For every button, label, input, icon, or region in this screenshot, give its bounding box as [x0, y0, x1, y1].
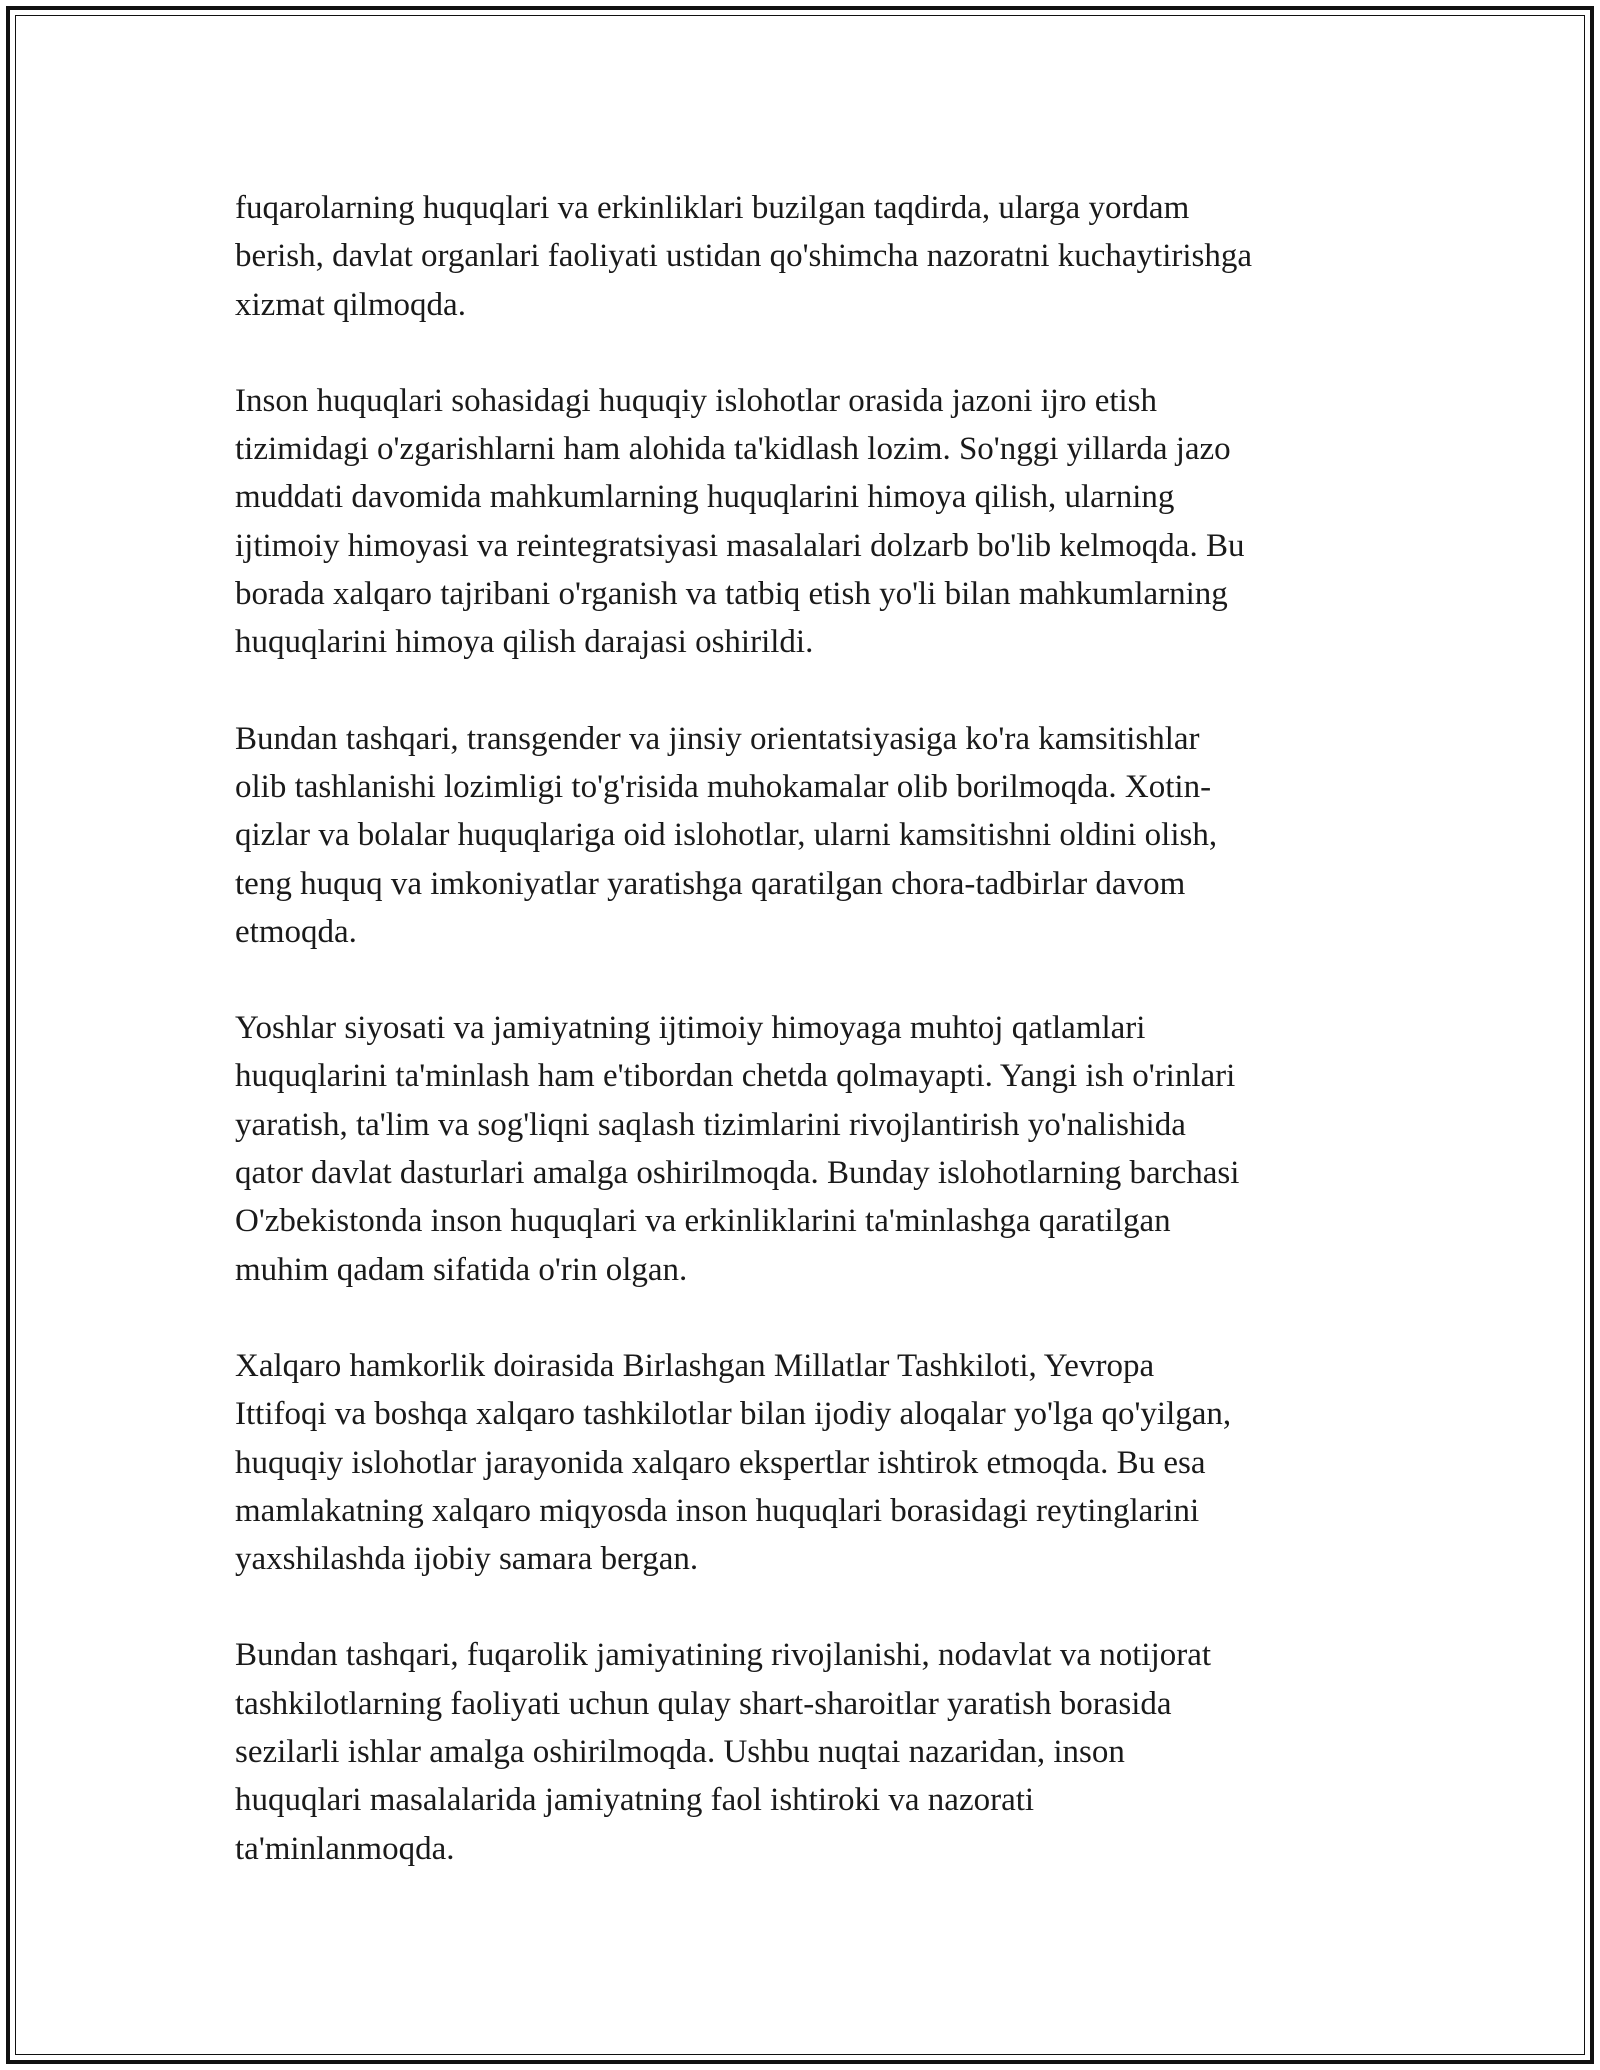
text-line: yaratish, ta'lim va sog'liqni saqlash tizimlarini rivojlantirish yo'nalishida [235, 1106, 1186, 1143]
text-line: muddati davomida mahkumlarning huquqlarini himoya qilish, ularning [235, 479, 1175, 516]
text-line: Xalqaro hamkorlik doirasida Birlashgan Millatlar Tashkiloti, Yevropa [235, 1347, 1155, 1384]
text-line: Ittifoqi va boshqa xalqaro tashkilotlar bilan ijodiy aloqalar yo'lga qo'yilgan, [235, 1396, 1232, 1433]
text-line: yaxshilashda ijobiy samara bergan. [235, 1541, 699, 1578]
text-line: xizmat qilmoqda. [235, 286, 466, 323]
text-line: ta'minlanmoqda. [235, 1830, 455, 1867]
paragraph-6 [235, 1631, 1385, 1872]
paragraph-2 [235, 377, 1385, 667]
text-line: etmoqda. [235, 913, 357, 950]
document-body [235, 184, 1385, 1921]
paragraph-4 [235, 1004, 1385, 1294]
paragraph-3 [235, 715, 1385, 956]
text-line: Yoshlar siyosati va jamiyatning ijtimoiy himoyaga muhtoj qatlamlari [235, 1010, 1146, 1047]
text-line: huquqlari masalalarida jamiyatning faol ishtiroki va nazorati [235, 1782, 1035, 1819]
paragraph-1 [235, 184, 1385, 329]
text-line: fuqarolarning huquqlari va erkinliklari buzilgan taqdirda, ularga yordam [235, 190, 1190, 226]
text-line: muhim qadam sifatida o'rin olgan. [235, 1251, 688, 1288]
text-line: huquqlarini ta'minlash ham e'tibordan chetda qolmayapti. Yangi ish o'rinlari [235, 1058, 1236, 1095]
text-line: mamlakatning xalqaro miqyosda inson huquqlari borasidagi reytinglarini [235, 1492, 1200, 1529]
text-line: teng huquq va imkoniyatlar yaratishga qaratilgan chora-tadbirlar davom [235, 865, 1186, 902]
text-line: huquqiy islohotlar jarayonida xalqaro ekspertlar ishtirok etmoqda. Bu esa [235, 1444, 1206, 1481]
text-line: ijtimoiy himoyasi va reintegratsiyasi masalalari dolzarb bo'lib kelmoqda. Bu [235, 527, 1245, 564]
paragraph-5 [235, 1342, 1385, 1583]
text-line: qator davlat dasturlari amalga oshirilmoqda. Bunday islohotlarning barchasi [235, 1155, 1240, 1192]
text-line: Inson huquqlari sohasidagi huquqiy islohotlar orasida jazoni ijro etish [235, 382, 1158, 419]
text-line: tizimidagi o'zgarishlarni ham alohida ta'kidlash lozim. So'nggi yillarda jazo [235, 431, 1231, 468]
text-line: Bundan tashqari, transgender va jinsiy orientatsiyasiga ko'ra kamsitishlar [235, 720, 1200, 757]
text-line: borada xalqaro tajribani o'rganish va tatbiq etish yo'li bilan mahkumlarning [235, 576, 1228, 613]
text-line: O'zbekistonda inson huquqlari va erkinliklarini ta'minlashga qaratilgan [235, 1203, 1171, 1240]
text-line: olib tashlanishi lozimligi to'g'risida muhokamalar olib borilmoqda. Xotin- [235, 768, 1212, 805]
text-line: berish, davlat organlari faoliyati ustidan qo'shimcha nazoratni kuchaytirishga [235, 238, 1253, 275]
text-line: sezilarli ishlar amalga oshirilmoqda. Ushbu nuqtai nazaridan, inson [235, 1734, 1125, 1771]
text-line: huquqlarini himoya qilish darajasi oshirildi. [235, 624, 814, 661]
text-line: qizlar va bolalar huquqlariga oid islohotlar, ularni kamsitishni oldini olish, [235, 817, 1218, 854]
text-line: tashkilotlarning faoliyati uchun qulay shart-sharoitlar yaratish borasida [235, 1685, 1172, 1722]
text-line: Bundan tashqari, fuqarolik jamiyatining rivojlanishi, nodavlat va notijorat [235, 1637, 1212, 1674]
